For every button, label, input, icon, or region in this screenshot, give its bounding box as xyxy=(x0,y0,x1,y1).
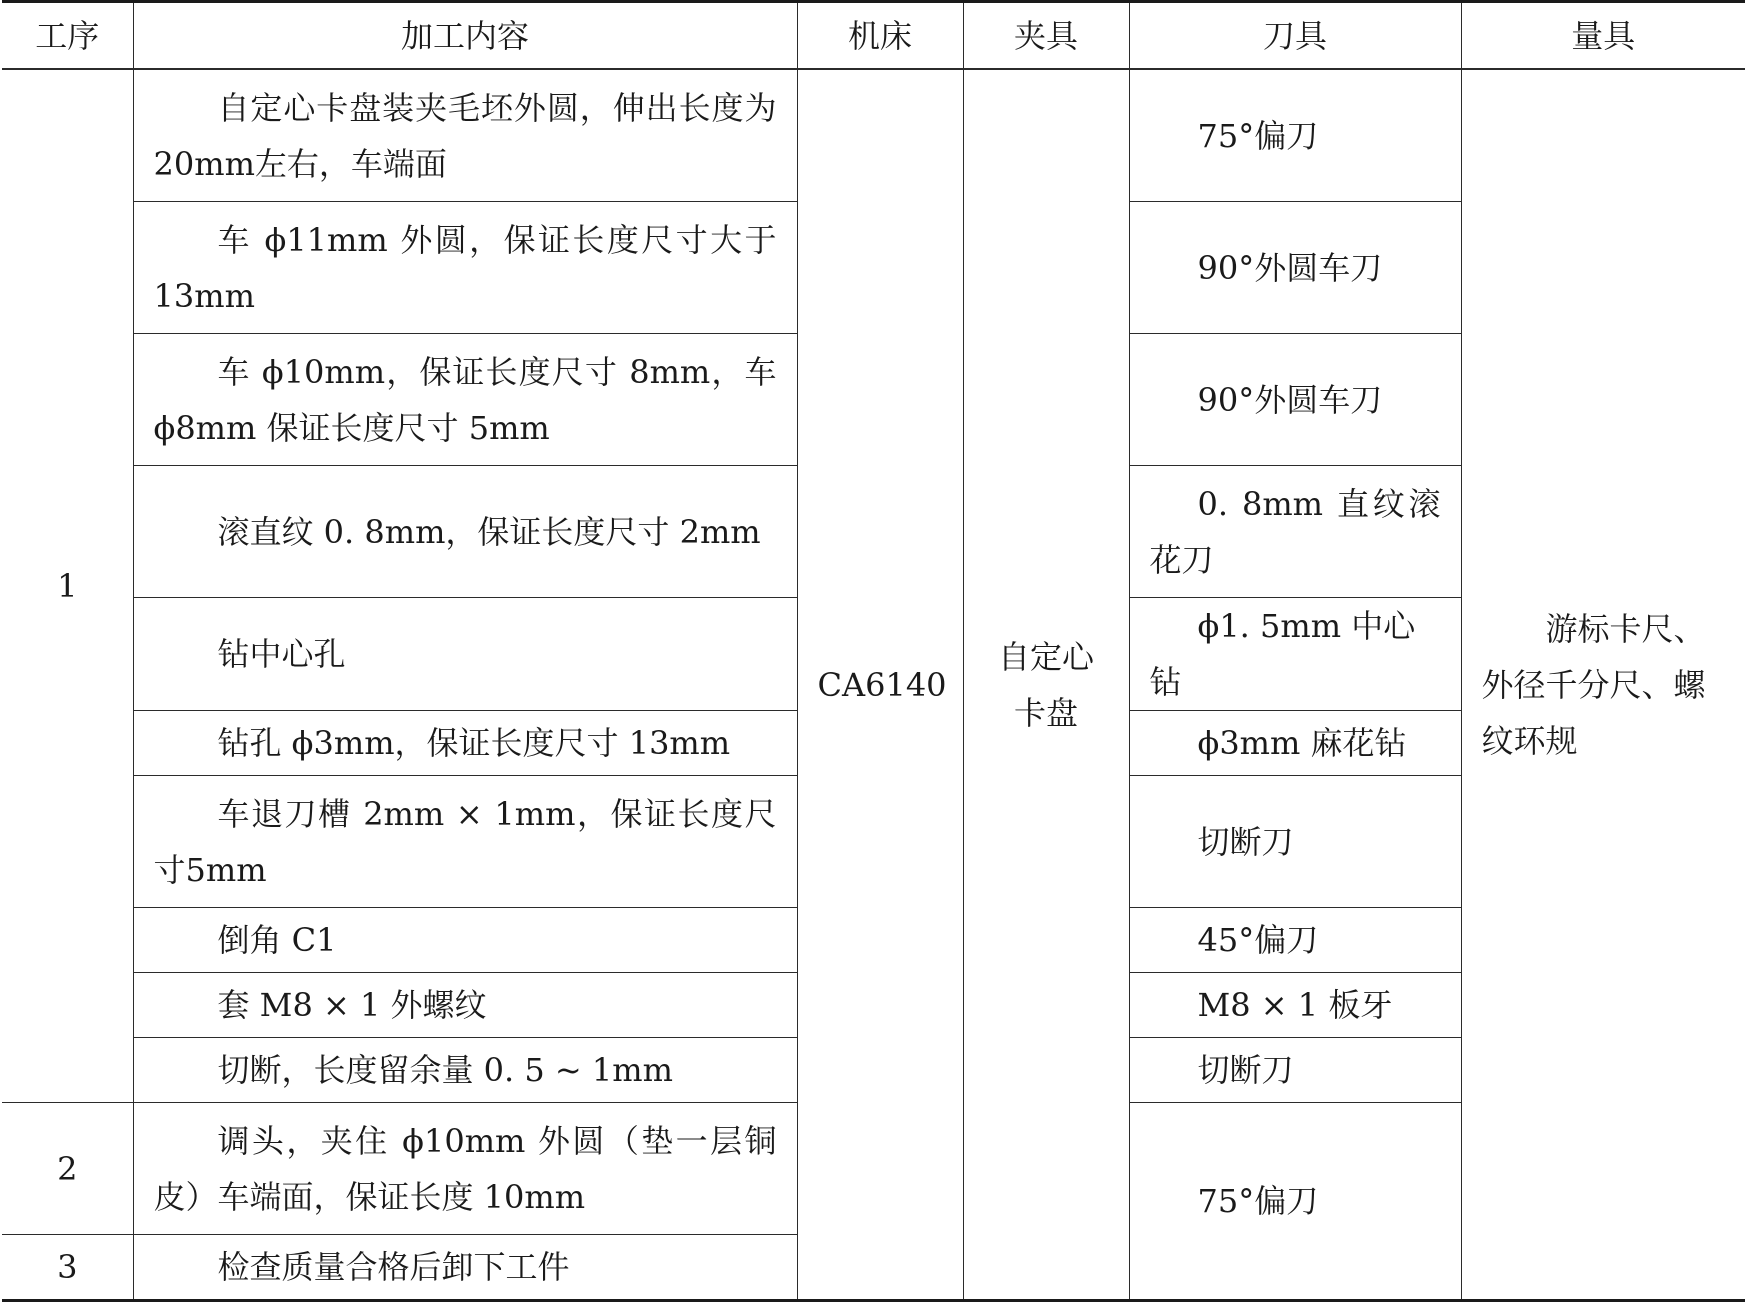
content-cell: 切断，长度留余量 0. 5 ~ 1mm xyxy=(133,1038,797,1103)
tool-cell: 75°偏刀 xyxy=(1129,69,1461,202)
header-row xyxy=(2,2,1745,70)
machine-cell: CA6140 xyxy=(797,69,963,1301)
content-cell: 钻中心孔 xyxy=(133,598,797,711)
content-cell: 滚直纹 0. 8mm，保证长度尺寸 2mm xyxy=(133,466,797,598)
header-gauge: 量具 xyxy=(1461,2,1745,70)
tool-cell: 45°偏刀 xyxy=(1129,908,1461,973)
header-tool: 刀具 xyxy=(1129,2,1461,70)
tool-cell: 0. 8mm 直纹滚花刀 xyxy=(1129,466,1461,598)
fixture-cell xyxy=(963,69,1129,1301)
content-cell: 车 ϕ10mm，保证长度尺寸 8mm，车ϕ8mm 保证长度尺寸 5mm xyxy=(133,334,797,466)
content-cell: 车退刀槽 2mm × 1mm，保证长度尺寸5mm xyxy=(133,776,797,908)
process-table xyxy=(2,0,1745,1302)
content-cell: 倒角 C1 xyxy=(133,908,797,973)
tool-cell: ϕ1. 5mm 中心钻 xyxy=(1129,598,1461,711)
tool-cell: 75°偏刀 xyxy=(1129,1103,1461,1301)
tool-cell: 90°外圆车刀 xyxy=(1129,334,1461,466)
process-number-cell: 3 xyxy=(2,1235,133,1301)
header-process: 工序 xyxy=(2,2,133,70)
content-cell: 调头，夹住 ϕ10mm 外圆（垫一层铜皮）车端面，保证长度 10mm xyxy=(133,1103,797,1235)
tool-cell: 切断刀 xyxy=(1129,776,1461,908)
header-content: 加工内容 xyxy=(133,2,797,70)
header-fixture: 夹具 xyxy=(963,2,1129,70)
gauge-cell: 游标卡尺、外径千分尺、螺纹环规 xyxy=(1461,69,1745,1301)
tool-cell: 切断刀 xyxy=(1129,1038,1461,1103)
content-cell: 套 M8 × 1 外螺纹 xyxy=(133,973,797,1038)
tool-cell: M8 × 1 板牙 xyxy=(1129,973,1461,1038)
fixture-text: 自定心卡盘 xyxy=(998,637,1095,732)
content-cell: 车 ϕ11mm 外圆，保证长度尺寸大于13mm xyxy=(133,202,797,334)
tool-cell: 90°外圆车刀 xyxy=(1129,202,1461,334)
table-row xyxy=(2,69,1745,202)
header-machine: 机床 xyxy=(797,2,963,70)
content-cell: 自定心卡盘装夹毛坯外圆，伸出长度为20mm左右，车端面 xyxy=(133,69,797,202)
process-number-cell: 1 xyxy=(2,69,133,1103)
tool-cell: ϕ3mm 麻花钻 xyxy=(1129,711,1461,776)
content-cell: 检查质量合格后卸下工件 xyxy=(133,1235,797,1301)
content-cell: 钻孔 ϕ3mm，保证长度尺寸 13mm xyxy=(133,711,797,776)
process-number-cell: 2 xyxy=(2,1103,133,1235)
